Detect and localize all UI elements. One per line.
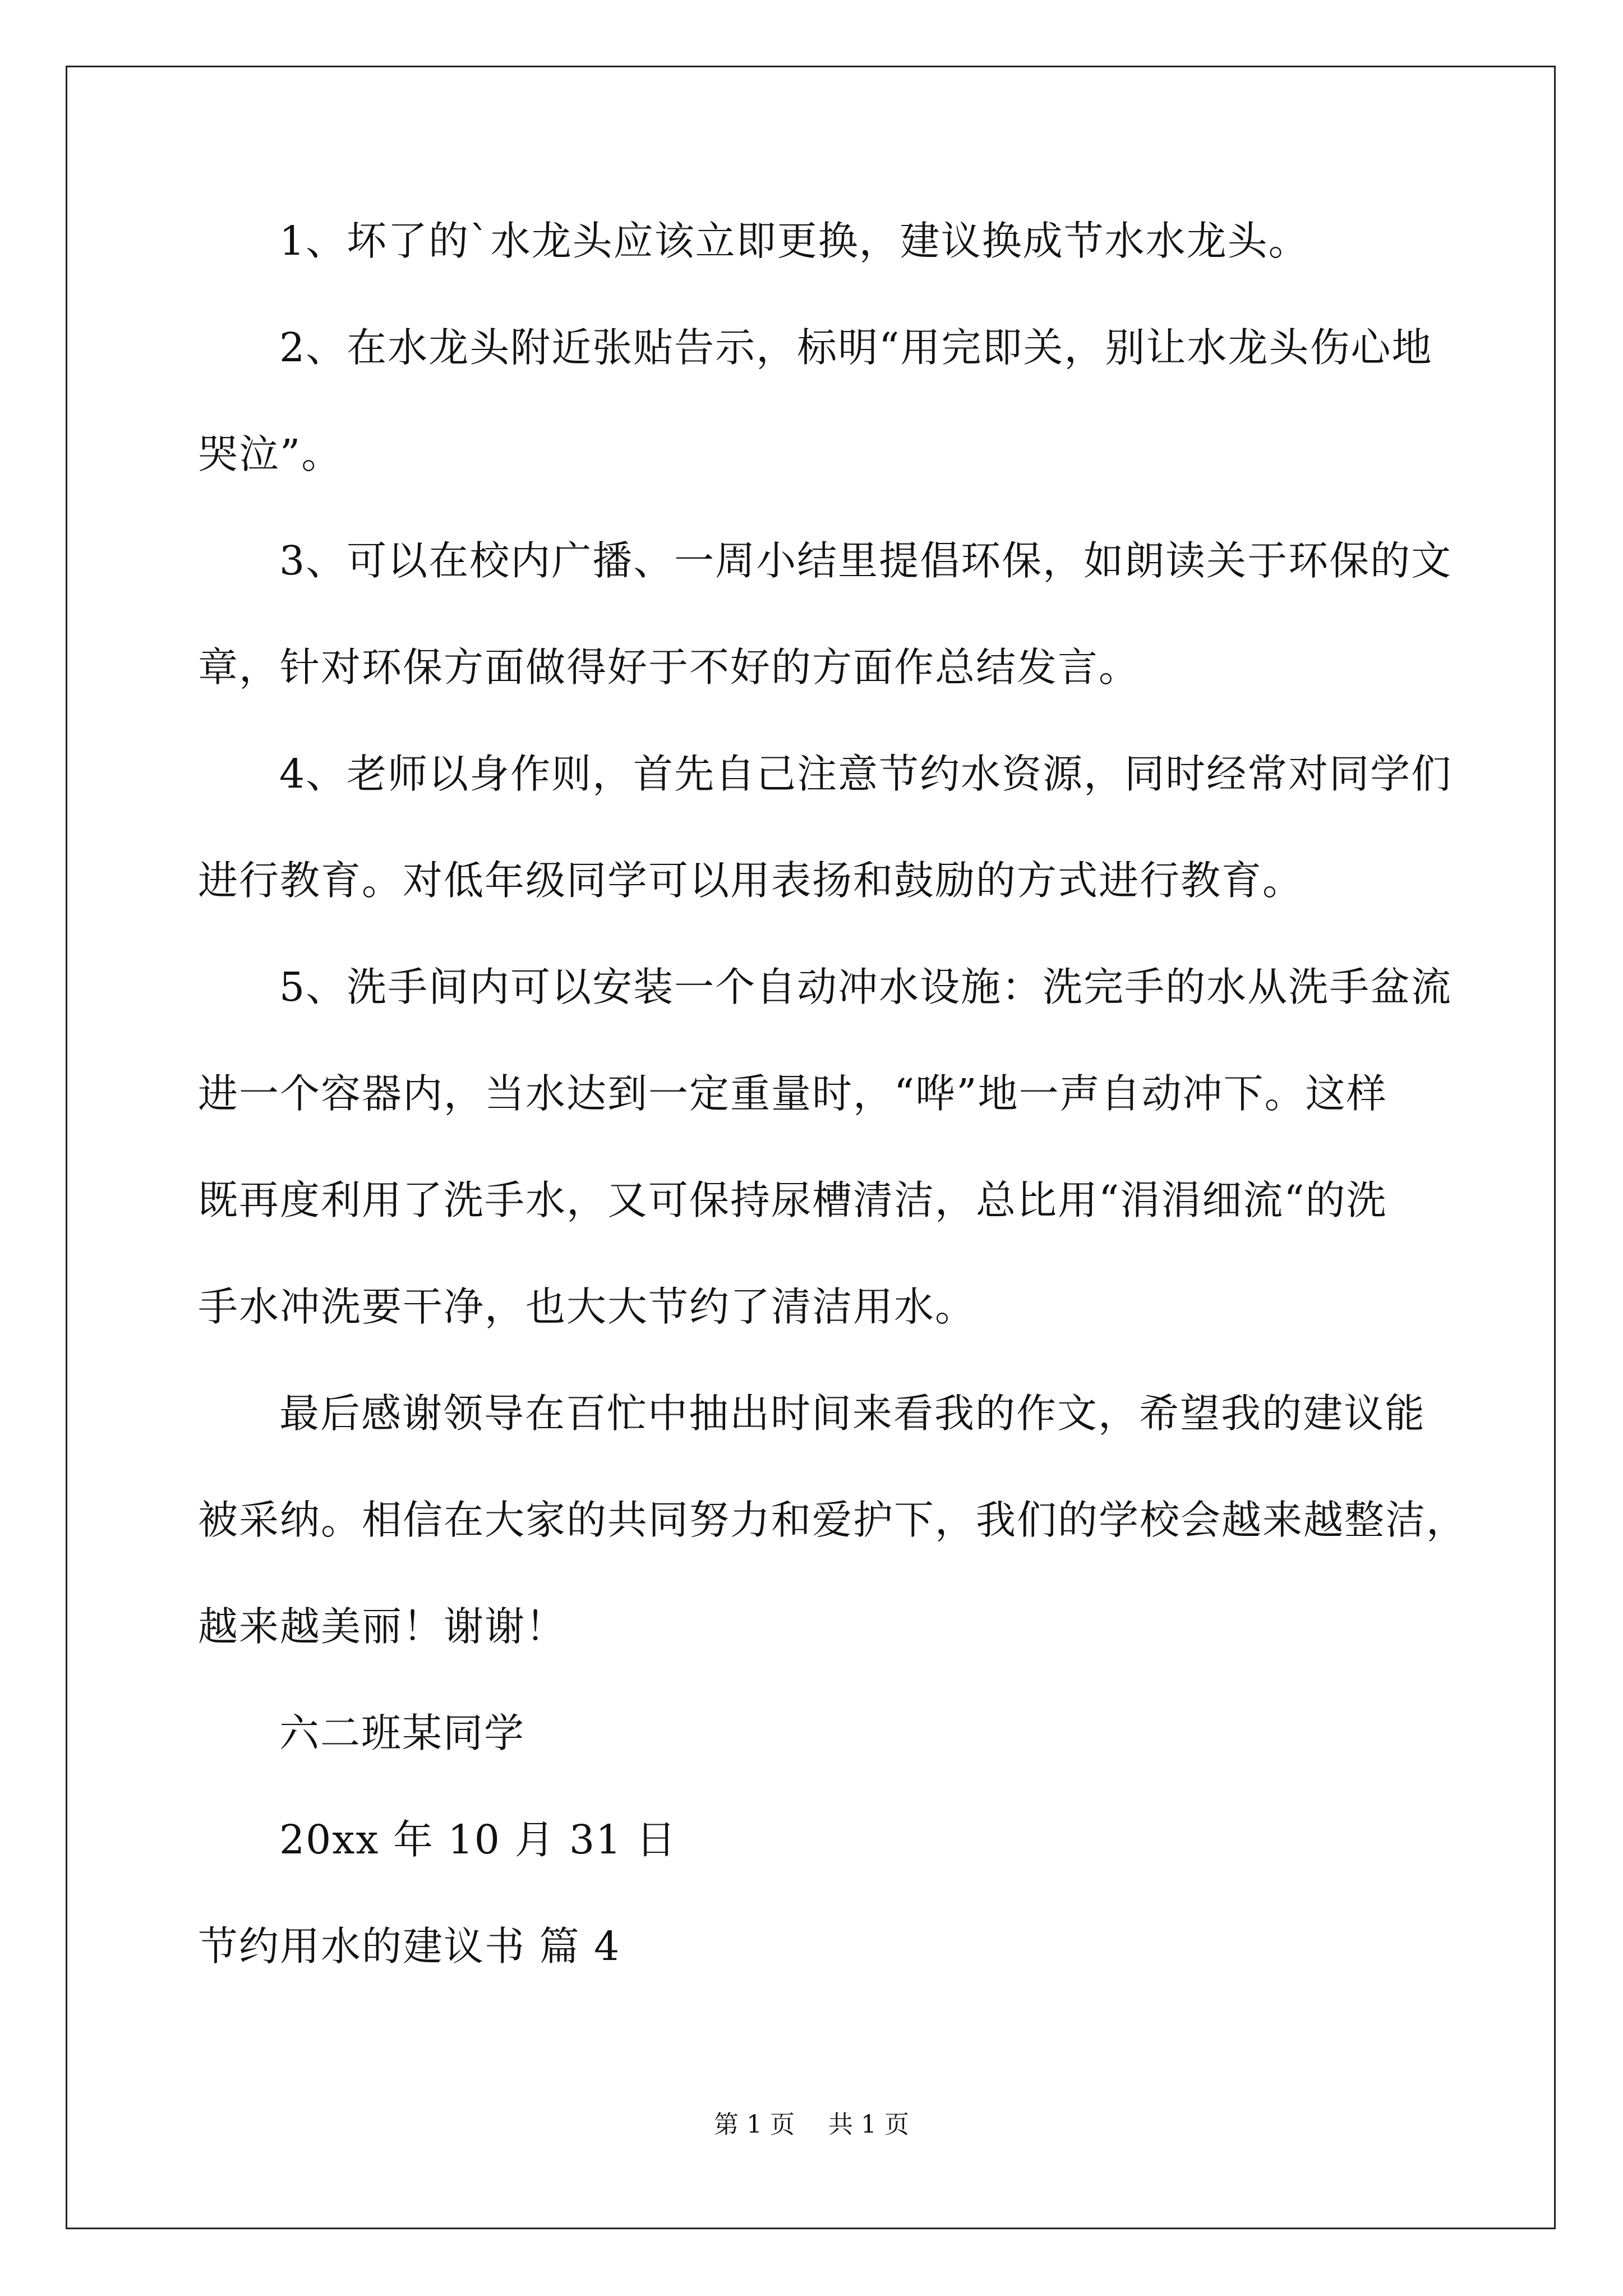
paragraph-5-line-1: 5、洗手间内可以安装一个自动冲水设施：洗完手的水从洗手盆流 xyxy=(279,964,1453,1010)
paragraph-2-line-2: 哭泣”。 xyxy=(198,431,343,477)
paragraph-5-line-2: 进一个容器内，当水达到一定重量时，“哗”地一声自动冲下。这样 xyxy=(198,1070,1387,1117)
signature-name: 六二班某同学 xyxy=(279,1710,525,1756)
paragraph-6-line-2: 被采纳。相信在大家的共同努力和爱护下，我们的学校会越来越整洁， xyxy=(198,1497,1468,1543)
paragraph-6-line-3: 越来越美丽！谢谢！ xyxy=(198,1603,567,1650)
paragraph-5-line-4: 手水冲洗要干净，也大大节约了清洁用水。 xyxy=(198,1283,976,1330)
paragraph-2-line-1: 2、在水龙头附近张贴告示，标明“用完即关，别让水龙头伤心地 xyxy=(279,324,1433,371)
section-heading: 节约用水的建议书 篇 4 xyxy=(198,1923,621,1970)
page-number-total: 共 1 页 xyxy=(828,2110,909,2139)
page-frame xyxy=(66,66,1556,2229)
paragraph-4-line-1: 4、老师以身作则，首先自己注意节约水资源，同时经常对同学们 xyxy=(279,751,1453,797)
page-number-current: 第 1 页 xyxy=(714,2110,795,2139)
paragraph-4-line-2: 进行教育。对低年级同学可以用表扬和鼓励的方式进行教育。 xyxy=(198,857,1304,904)
paragraph-1-line-1: 1、坏了的`水龙头应该立即更换，建议换成节水水龙头。 xyxy=(279,218,1310,264)
paragraph-5-line-3: 既再度利用了洗手水，又可保持尿槽清洁，总比用“涓涓细流“的洗 xyxy=(198,1177,1387,1223)
paragraph-3-line-1: 3、可以在校内广播、一周小结里提倡环保，如朗读关于环保的文 xyxy=(279,537,1453,584)
page-footer xyxy=(0,2108,1623,2142)
paragraph-3-line-2: 章，针对环保方面做得好于不好的方面作总结发言。 xyxy=(198,644,1140,691)
paragraph-6-line-1: 最后感谢领导在百忙中抽出时间来看我的作文，希望我的建议能 xyxy=(279,1390,1426,1437)
signature-date: 20xx 年 10 月 31 日 xyxy=(279,1816,677,1863)
